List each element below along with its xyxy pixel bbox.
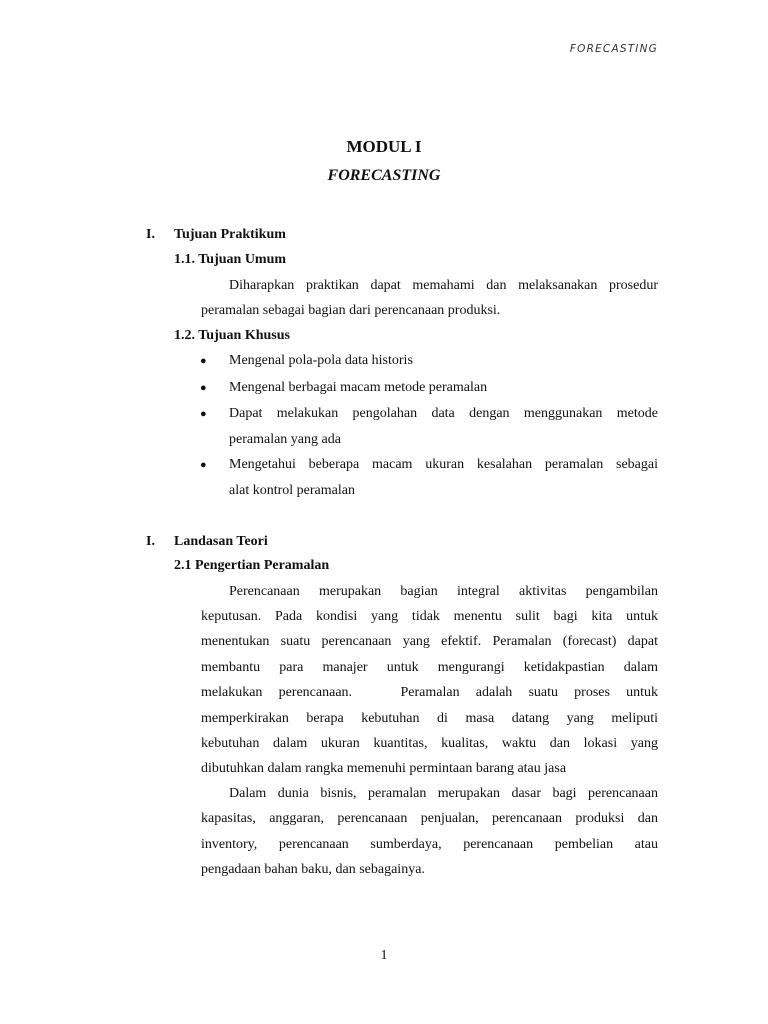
- running-header: FORECASTING: [569, 43, 658, 55]
- section-2-heading: Landasan Teori: [174, 534, 268, 549]
- section-1-number: I.: [146, 227, 155, 242]
- bullet-icon: ●: [200, 355, 207, 367]
- bullet-icon: ●: [200, 459, 207, 471]
- paragraph-line: Diharapkan praktikan dapat memahami dan melaksanakan prosedur: [229, 278, 658, 293]
- list-item: Dapat melakukan pengolahan data dengan menggunakan metode: [229, 406, 658, 421]
- list-item-continuation: alat kontrol peramalan: [229, 483, 355, 498]
- paragraph-line: menentukan suatu perencanaan yang efektif. Peramalan (forecast) dapat: [201, 634, 658, 649]
- paragraph-line: dibutuhkan dalam rangka memenuhi permintaan barang atau jasa: [201, 761, 567, 776]
- section-2-number: I.: [146, 534, 155, 549]
- list-item-continuation: peramalan yang ada: [229, 432, 341, 447]
- paragraph-line: membantu para manajer untuk mengurangi ketidakpastian dalam: [201, 660, 658, 675]
- list-item: Mengenal pola-pola data historis: [229, 353, 413, 368]
- paragraph-line: Dalam dunia bisnis, peramalan merupakan dasar bagi perencanaan: [229, 786, 658, 801]
- paragraph-line: inventory, perencanaan sumberdaya, perencanaan pembelian atau: [201, 837, 658, 852]
- paragraph-line: kebutuhan dalam ukuran kuantitas, kualitas, waktu dan lokasi yang: [201, 736, 658, 751]
- paragraph-line: memperkirakan berapa kebutuhan di masa datang yang meliputi: [201, 711, 658, 726]
- paragraph-line: kapasitas, anggaran, perencanaan penjualan, perencanaan produksi dan: [201, 811, 658, 826]
- list-item: Mengetahui beberapa macam ukuran kesalahan peramalan sebagai: [229, 457, 658, 472]
- subsection-1-2-heading: 1.2. Tujuan Khusus: [174, 328, 290, 343]
- subsection-2-1-heading: 2.1 Pengertian Peramalan: [174, 558, 330, 573]
- paragraph-line: pengadaan bahan baku, dan sebagainya.: [201, 862, 425, 877]
- paragraph-line: keputusan. Pada kondisi yang tidak menentu sulit bagi kita untuk: [201, 609, 658, 624]
- paragraph-line: peramalan sebagai bagian dari perencanaan produksi.: [201, 303, 501, 318]
- subsection-1-1-heading: 1.1. Tujuan Umum: [174, 252, 287, 267]
- section-1-heading: Tujuan Praktikum: [174, 227, 286, 242]
- page-number: 1: [380, 948, 388, 963]
- paragraph-line: Perencanaan merupakan bagian integral aktivitas pengambilan: [229, 584, 658, 599]
- bullet-icon: ●: [200, 408, 207, 420]
- document-title: MODUL I: [346, 137, 422, 156]
- document-subtitle: FORECASTING: [327, 167, 441, 184]
- list-item: Mengenal berbagai macam metode peramalan: [229, 380, 488, 395]
- paragraph-line: melakukan perencanaan. Peramalan adalah suatu proses untuk: [201, 685, 658, 700]
- bullet-icon: ●: [200, 382, 207, 394]
